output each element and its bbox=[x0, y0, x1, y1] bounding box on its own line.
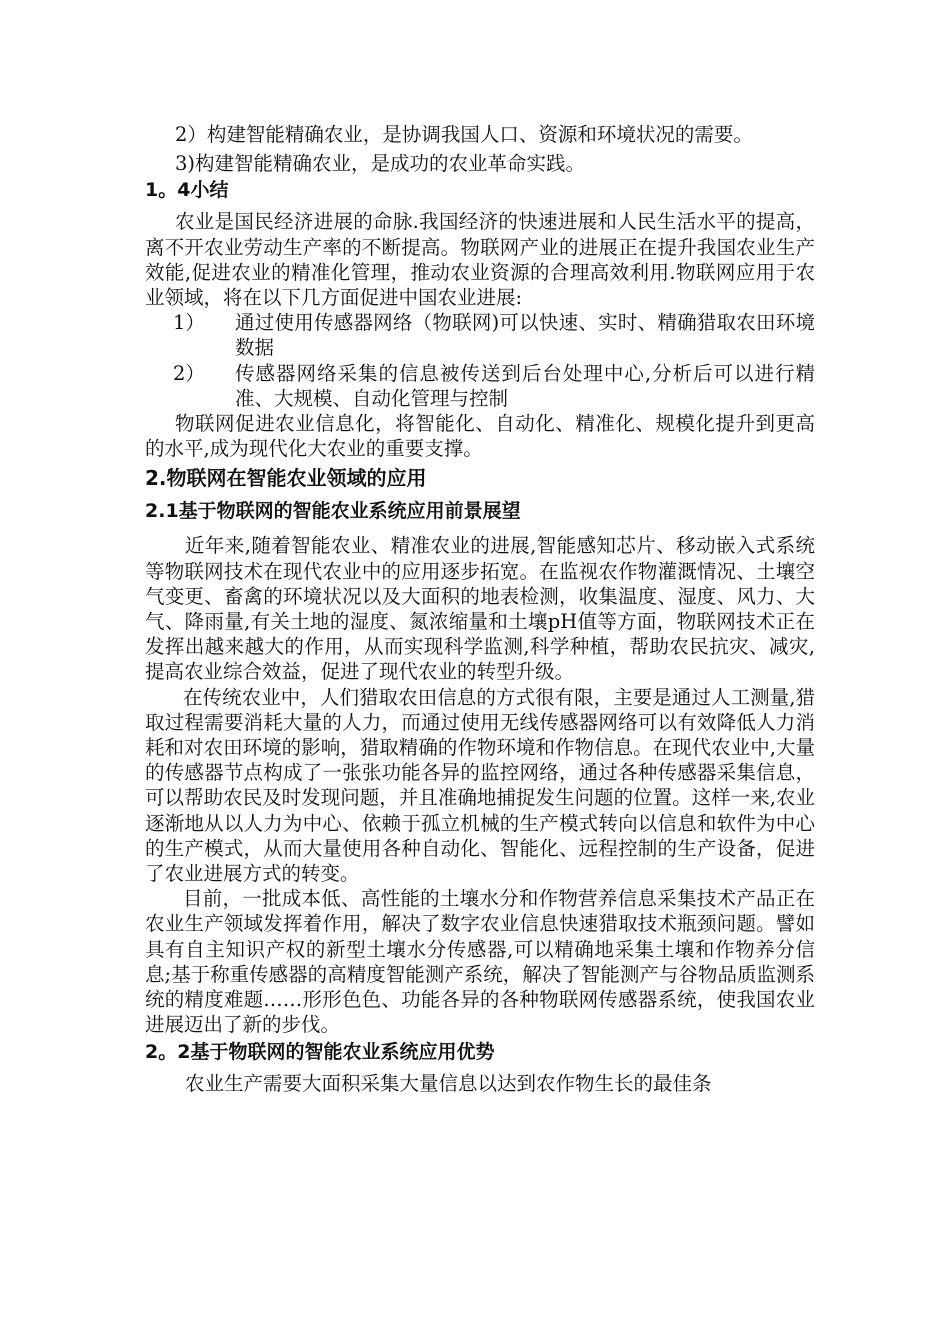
paragraph-recent-years: 近年来,随着智能农业、精准农业的进展,智能感知芯片、移动嵌入式系统等物联网技术在现代农业中的应用逐步拓宽。在监视农作物灌溉情况、土壤空气变更、畜禽的环境状况以及大面积的地表检测，收集温度、湿度、风力、大气、降雨量,有关土地的湿度、氮浓缩量和土壤pH值等方面，物联网技术正在发挥出越来越大的作用，从而实现科学监测,科学种植，帮助农民抗灾、减灾,提高农业综合效益，促进了现代农业的转型升级。 bbox=[145, 534, 815, 684]
paragraph-population-resources: 2）构建智能精确农业，是协调我国人口、资源和环境状况的需要。 bbox=[175, 123, 753, 146]
list-item-text: 通过使用传感器网络（物联网)可以快速、实时、精确猎取农田环境数据 bbox=[235, 311, 815, 360]
paragraph-agricultural-revolution: 3)构建智能精确农业，是成功的农业革命实践。 bbox=[175, 152, 586, 176]
heading-2-2-advantages: 2。2基于物联网的智能农业系统应用优势 bbox=[145, 1040, 495, 1063]
list-item-number: 1） bbox=[173, 311, 205, 335]
heading-1-4-summary: 1。4小结 bbox=[145, 179, 229, 202]
paragraph-traditional-agriculture: 在传统农业中，人们猎取农田信息的方式很有限，主要是通过人工测量,猎取过程需要消耗大量的人力，而通过使用无线传感器网络可以有效降低人力消耗和对农田环境的影响，猎取精确的作物环境和作物信息。在现代农业中,大量的传感器节点构成了一张张功能各异的监控网络，通过各种传感器采集信息，可以帮助农民及时发现问题，并且准确地捕捉发生问题的位置。这样一来,农业逐渐地从以人力为中心、依赖于孤立机械的生产模式转向以信息和软件为中心的生产模式，从而大量使用各种自动化、智能化、远程控制的生产设备，促进了农业进展方式的转变。 bbox=[145, 685, 815, 886]
heading-2-1-outlook: 2.1基于物联网的智能农业系统应用前景展望 bbox=[145, 500, 521, 523]
list-item-text: 传感器网络采集的信息被传送到后台处理中心,分析后可以进行精准、大规模、自动化管理与控制 bbox=[235, 361, 815, 410]
list-item bbox=[145, 310, 815, 360]
document-page bbox=[145, 122, 815, 1096]
paragraph-current-products: 目前，一批成本低、高性能的土壤水分和作物营养信息采集技术产品正在农业生产领域发挥着作用，解决了数字农业信息快速猎取技术瓶颈问题。譬如具有自主知识产权的新型土壤水分传感器,可以精确地采集土壤和作物养分信息;基于称重传感器的高精度智能测产系统，解决了智能测产与谷物品质监测系统的精度难题……形形色色、功能各异的各种物联网传感器系统，使我国农业进展迈出了新的步伐。 bbox=[145, 887, 815, 1037]
paragraph-informatization: 物联网促进农业信息化，将智能化、自动化、精准化、规模化提升到更高的水平,成为现代化大农业的重要支撑。 bbox=[145, 412, 815, 461]
heading-2-applications: 2.物联网在智能农业领域的应用 bbox=[145, 466, 427, 491]
list-item-number: 2） bbox=[173, 361, 205, 385]
list-item bbox=[145, 361, 815, 411]
paragraph-production-needs: 农业生产需要大面积采集大量信息以达到农作物生长的最佳条 bbox=[185, 1071, 712, 1095]
paragraph-summary: 农业是国民经济进展的命脉.我国经济的快速进展和人民生活水平的提高，离不开农业劳动生产率的不断提高。物联网产业的进展正在提升我国农业生产效能,促进农业的精准化管理，推动农业资源的合理高效利用.物联网应用于农业领域，将在以下几方面促进中国农业进展: bbox=[145, 210, 815, 310]
